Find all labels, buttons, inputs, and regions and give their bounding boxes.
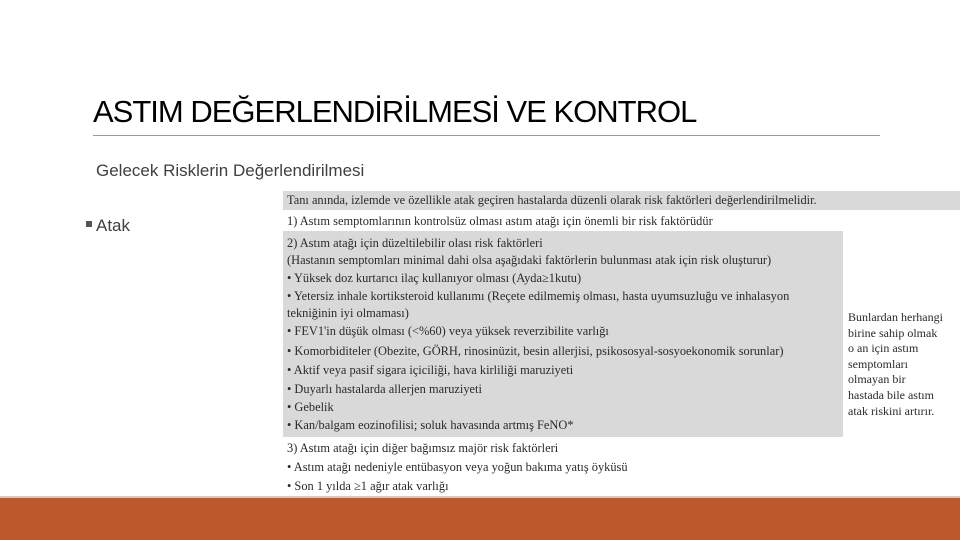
table-row: • Astım atağı nedeniyle entübasyon veya yoğun bakıma yatış öyküsü xyxy=(287,460,628,474)
side-note-line: semptomları xyxy=(848,356,908,371)
table-section2-note: (Hastanın semptomları minimal dahi olsa aşağıdaki faktörlerin bulunması atak için risk oluşturur) xyxy=(287,253,772,267)
table-row: • Gebelik xyxy=(287,400,334,414)
side-note-line: o an için astım xyxy=(848,341,919,356)
title-divider xyxy=(93,135,880,136)
bullet-square-icon xyxy=(86,221,92,227)
side-note-line: Bunlardan herhangi xyxy=(848,310,943,324)
footer-bar xyxy=(0,498,960,540)
table-row: • Duyarlı hastalarda allerjen maruziyeti xyxy=(287,382,482,396)
table-row: • Kan/balgam eozinofilisi; soluk havasında artmış FeNO* xyxy=(287,418,574,432)
table-row: tekniğinin iyi olmaması) xyxy=(287,306,409,320)
side-note-line: olmayan bir xyxy=(848,372,906,387)
table-row: • Yüksek doz kurtarıcı ilaç kullanıyor olması (Ayda≥1kutu) xyxy=(287,271,582,285)
table-row: • Komorbiditeler (Obezite, GÖRH, rinosinüzit, besin allerjisi, psikososyal-sosyoekonomik sorunlar) xyxy=(287,344,784,358)
side-note-line: atak riskini artırır. xyxy=(848,403,935,418)
table-section3-title: 3) Astım atağı için diğer bağımsız majör risk faktörleri xyxy=(287,441,559,455)
table-header: Tanı anında, izlemde ve özellikle atak geçiren hastalarda düzenli olarak risk faktörleri değerlendirilmelidir. xyxy=(287,193,817,207)
table-row: • FEV1'in düşük olması (<%60) veya yüksek reverzibilite varlığı xyxy=(287,324,609,338)
table-row: • Aktif veya pasif sigara içiciliği, hava kirliliği maruziyeti xyxy=(287,363,574,377)
slide-subtitle: Gelecek Risklerin Değerlendirilmesi xyxy=(96,161,365,180)
table-section1: 1) Astım semptomlarının kontrolsüz olması astım atağı için önemli bir risk faktörüdür xyxy=(287,214,713,228)
side-note-line: birine sahip olmak xyxy=(848,325,938,340)
side-note xyxy=(848,310,960,419)
table-section2-title: 2) Astım atağı için düzeltilebilir olası risk faktörleri xyxy=(287,236,543,250)
bullet-item xyxy=(86,216,130,236)
table-row: • Son 1 yılda ≥1 ağır atak varlığı xyxy=(287,479,449,493)
slide-title: ASTIM DEĞERLENDİRİLMESİ VE KONTROL xyxy=(93,94,697,129)
side-note-line: hastada bile astım xyxy=(848,387,934,402)
bullet-label: Atak xyxy=(96,216,131,235)
table-row: • Yetersiz inhale kortiksteroid kullanımı (Reçete edilmemiş olması, hasta uyumsuzluğu ve inhalasyon xyxy=(287,289,790,303)
